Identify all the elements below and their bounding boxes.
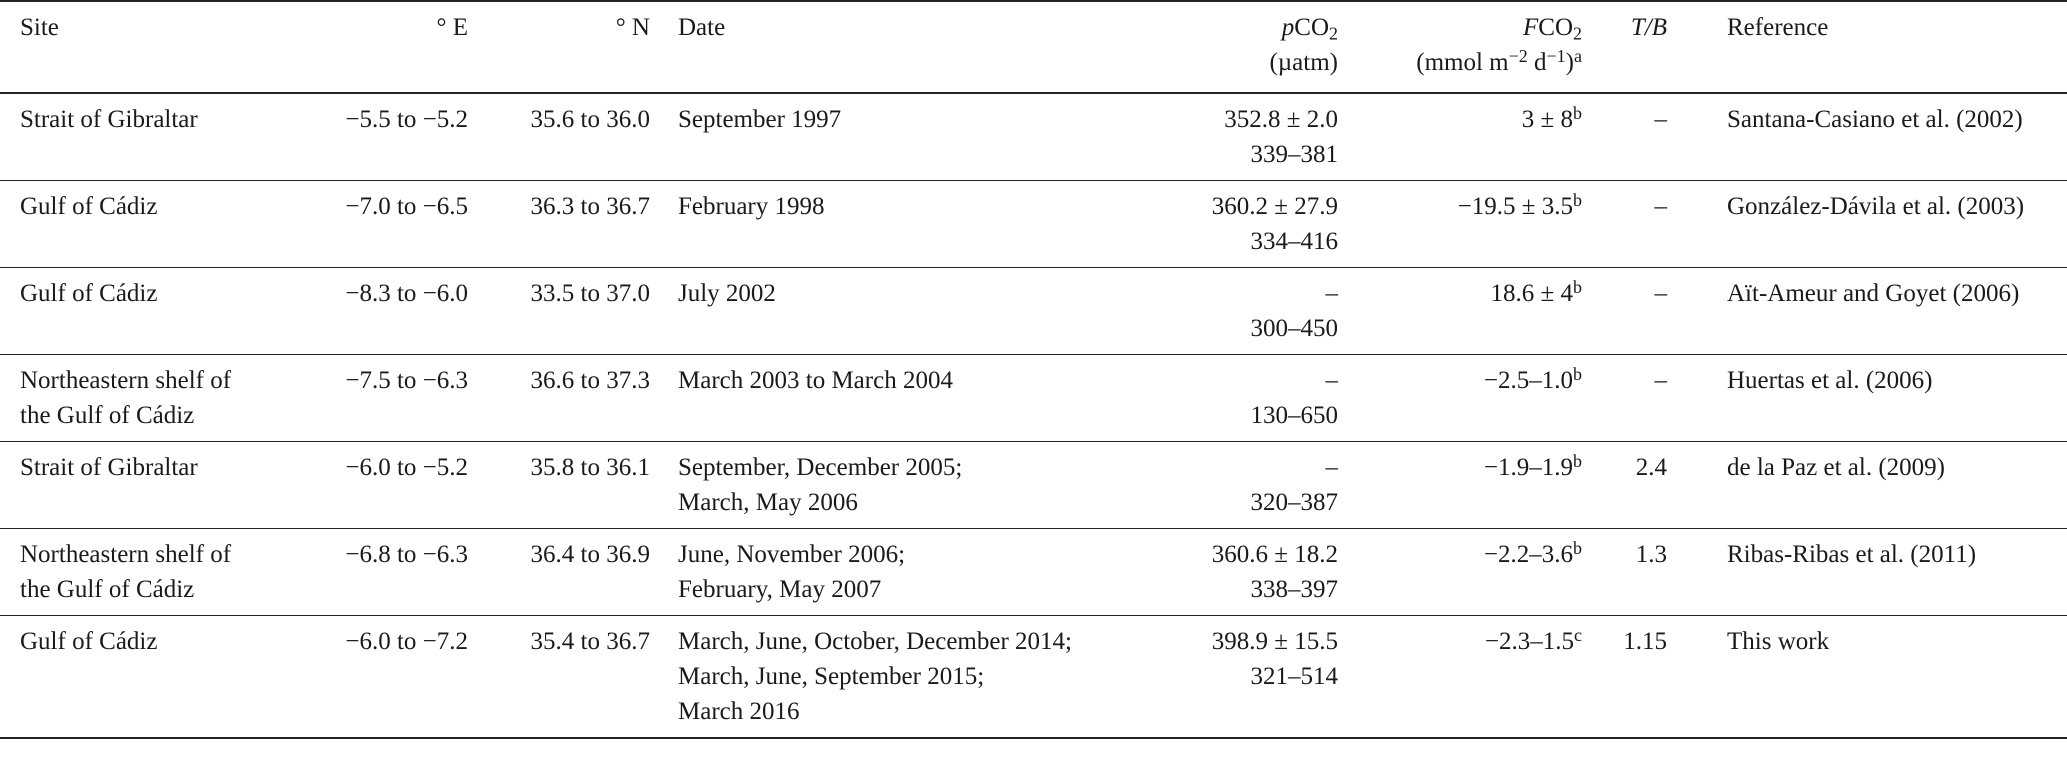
site-line: Gulf of Cádiz [20, 280, 158, 307]
pco2-range: 334–416 [1250, 228, 1338, 255]
fco2-value: −1.9–1.9 [1483, 454, 1573, 481]
cell-site [0, 529, 290, 616]
header-reference-label: Reference [1727, 14, 1829, 41]
cell-reference [1697, 529, 2067, 616]
cell-tb [1590, 268, 1697, 355]
fco2-footnote: b [1573, 189, 1582, 210]
header-row [0, 1, 2067, 93]
cell-reference [1697, 355, 2067, 442]
latitude-range: 35.8 to 36.1 [530, 454, 650, 481]
header-latitude [468, 1, 650, 93]
header-fco2-symbol: F [1522, 14, 1539, 41]
cell-longitude [290, 529, 468, 616]
latitude-range: 33.5 to 37.0 [530, 280, 650, 307]
tb-value: 1.15 [1623, 628, 1667, 655]
cell-latitude [468, 181, 650, 268]
header-fco2-unit-exp2: −1 [1546, 45, 1566, 66]
cell-date [650, 181, 1070, 268]
pco2-mean: – [1325, 367, 1338, 394]
reference-text: This work [1727, 628, 1830, 655]
cell-latitude [468, 355, 650, 442]
cell-reference [1697, 268, 2067, 355]
date-line: March 2003 to March 2004 [678, 367, 953, 394]
cell-latitude [468, 616, 650, 739]
fco2-footnote: b [1573, 363, 1582, 384]
fco2-value: −19.5 ± 3.5 [1457, 193, 1573, 220]
cell-date [650, 355, 1070, 442]
pco2-mean: 360.2 ± 27.9 [1211, 193, 1338, 220]
tb-value: – [1654, 193, 1667, 220]
header-site [0, 1, 290, 93]
cell-latitude [468, 93, 650, 181]
longitude-range: −6.0 to −7.2 [345, 628, 468, 655]
cell-latitude [468, 442, 650, 529]
pco2-mean: 398.9 ± 15.5 [1211, 628, 1338, 655]
table-row [0, 181, 2067, 268]
cell-tb [1590, 181, 1697, 268]
cell-reference [1697, 93, 2067, 181]
site-line: Gulf of Cádiz [20, 628, 158, 655]
pco2-mean: – [1325, 280, 1338, 307]
cell-date [650, 93, 1070, 181]
latitude-range: 35.6 to 36.0 [530, 106, 650, 133]
tb-value: – [1654, 106, 1667, 133]
fco2-footnote: b [1573, 537, 1582, 558]
cell-pco2 [1070, 268, 1340, 355]
header-pco2-title [1070, 10, 1338, 45]
pco2-range: 338–397 [1250, 576, 1338, 603]
site-line: Northeastern shelf of [20, 541, 232, 568]
cell-pco2 [1070, 529, 1340, 616]
header-pco2-symbol: p [1281, 14, 1295, 41]
fco2-value: −2.2–3.6 [1483, 541, 1573, 568]
longitude-range: −6.0 to −5.2 [345, 454, 468, 481]
pco2-range: 339–381 [1250, 141, 1338, 168]
cell-fco2 [1340, 93, 1590, 181]
cell-tb [1590, 442, 1697, 529]
reference-text: Aït-Ameur and Goyet (2006) [1727, 280, 2020, 307]
header-date-label: Date [678, 14, 726, 41]
tb-value: – [1654, 367, 1667, 394]
table-row [0, 268, 2067, 355]
cell-tb [1590, 529, 1697, 616]
latitude-range: 35.4 to 36.7 [530, 628, 650, 655]
table-body [0, 93, 2067, 738]
header-tb [1590, 1, 1697, 93]
cell-reference [1697, 442, 2067, 529]
cell-site [0, 181, 290, 268]
date-line: March, May 2006 [678, 489, 858, 516]
header-fco2-unit-a: (mmol m [1416, 49, 1509, 76]
reference-text: González-Dávila et al. (2003) [1727, 193, 2025, 220]
header-longitude-label: ° E [436, 14, 468, 41]
reference-text: Ribas-Ribas et al. (2011) [1727, 541, 1977, 568]
pco2-range: 300–450 [1250, 315, 1338, 342]
site-line: the Gulf of Cádiz [20, 576, 195, 603]
cell-site [0, 355, 290, 442]
header-fco2-title [1340, 10, 1582, 45]
cell-pco2 [1070, 355, 1340, 442]
cell-tb [1590, 616, 1697, 739]
reference-text: de la Paz et al. (2009) [1727, 454, 1945, 481]
table-header [0, 1, 2067, 93]
header-fco2-subscript: 2 [1573, 23, 1582, 44]
pco2-mean: 352.8 ± 2.0 [1224, 106, 1338, 133]
cell-site [0, 616, 290, 739]
site-line: Gulf of Cádiz [20, 193, 158, 220]
cell-fco2 [1340, 181, 1590, 268]
header-date [650, 1, 1070, 93]
header-fco2-footnote-a: a [1574, 45, 1582, 66]
cell-longitude [290, 616, 468, 739]
pco2-range: 320–387 [1250, 489, 1338, 516]
date-line: June, November 2006; [678, 541, 906, 568]
pco2-range: 321–514 [1250, 663, 1338, 690]
fco2-footnote: c [1574, 624, 1582, 645]
date-line: February 1998 [678, 193, 825, 220]
longitude-range: −7.0 to −6.5 [345, 193, 468, 220]
header-fco2-unit-exp1: −2 [1508, 45, 1528, 66]
cell-site [0, 442, 290, 529]
table-row [0, 616, 2067, 739]
cell-pco2 [1070, 181, 1340, 268]
cell-longitude [290, 268, 468, 355]
cell-longitude [290, 181, 468, 268]
header-fco2-unit-c: ) [1565, 49, 1574, 76]
fco2-footnote: b [1573, 102, 1582, 123]
date-line: July 2002 [678, 280, 776, 307]
site-line: Northeastern shelf of [20, 367, 232, 394]
latitude-range: 36.6 to 37.3 [530, 367, 650, 394]
cell-tb [1590, 93, 1697, 181]
table-row [0, 93, 2067, 181]
pco2-mean: 360.6 ± 18.2 [1211, 541, 1338, 568]
header-latitude-label: ° N [615, 14, 650, 41]
cell-fco2 [1340, 529, 1590, 616]
longitude-range: −7.5 to −6.3 [345, 367, 468, 394]
site-line: the Gulf of Cádiz [20, 402, 195, 429]
header-longitude [290, 1, 468, 93]
cell-fco2 [1340, 355, 1590, 442]
cell-latitude [468, 529, 650, 616]
date-line: March, June, October, December 2014; [678, 628, 1072, 655]
fco2-value: −2.5–1.0 [1483, 367, 1573, 394]
header-fco2-unit [1340, 45, 1582, 80]
cell-latitude [468, 268, 650, 355]
site-line: Strait of Gibraltar [20, 454, 198, 481]
table-row [0, 442, 2067, 529]
cell-fco2 [1340, 268, 1590, 355]
date-line: March 2016 [678, 698, 800, 725]
header-reference [1697, 1, 2067, 93]
cell-fco2 [1340, 442, 1590, 529]
date-line: September, December 2005; [678, 454, 963, 481]
latitude-range: 36.4 to 36.9 [530, 541, 650, 568]
cell-longitude [290, 442, 468, 529]
cell-site [0, 93, 290, 181]
fco2-value: 3 ± 8 [1521, 106, 1573, 133]
cell-date [650, 616, 1070, 739]
cell-longitude [290, 93, 468, 181]
table-row [0, 529, 2067, 616]
cell-reference [1697, 181, 2067, 268]
date-line: March, June, September 2015; [678, 663, 985, 690]
cell-pco2 [1070, 93, 1340, 181]
header-pco2-name: CO [1294, 14, 1329, 41]
longitude-range: −6.8 to −6.3 [345, 541, 468, 568]
pco2-mean: – [1325, 454, 1338, 481]
cell-date [650, 442, 1070, 529]
fco2-value: 18.6 ± 4 [1490, 280, 1573, 307]
fco2-value: −2.3–1.5 [1484, 628, 1574, 655]
pco2-range: 130–650 [1250, 402, 1338, 429]
longitude-range: −8.3 to −6.0 [345, 280, 468, 307]
cell-date [650, 268, 1070, 355]
cell-pco2 [1070, 442, 1340, 529]
site-line: Strait of Gibraltar [20, 106, 198, 133]
cell-fco2 [1340, 616, 1590, 739]
date-line: September 1997 [678, 106, 842, 133]
cell-date [650, 529, 1070, 616]
fco2-footnote: b [1573, 450, 1582, 471]
header-tb-label: T/B [1630, 14, 1667, 41]
header-fco2-name: CO [1538, 14, 1573, 41]
tb-value: 1.3 [1635, 541, 1667, 568]
header-fco2-unit-b: d [1527, 49, 1547, 76]
header-site-label: Site [20, 14, 59, 41]
header-pco2 [1070, 1, 1340, 93]
reference-text: Santana-Casiano et al. (2002) [1727, 106, 2023, 133]
tb-value: – [1654, 280, 1667, 307]
header-pco2-unit: (µatm) [1269, 49, 1338, 76]
header-pco2-subscript: 2 [1329, 23, 1338, 44]
tb-value: 2.4 [1635, 454, 1667, 481]
cell-site [0, 268, 290, 355]
longitude-range: −5.5 to −5.2 [345, 106, 468, 133]
cell-longitude [290, 355, 468, 442]
cell-pco2 [1070, 616, 1340, 739]
latitude-range: 36.3 to 36.7 [530, 193, 650, 220]
header-fco2 [1340, 1, 1590, 93]
date-line: February, May 2007 [678, 576, 882, 603]
cell-reference [1697, 616, 2067, 739]
cell-tb [1590, 355, 1697, 442]
reference-text: Huertas et al. (2006) [1727, 367, 1933, 394]
table-row [0, 355, 2067, 442]
fco2-footnote: b [1573, 276, 1582, 297]
